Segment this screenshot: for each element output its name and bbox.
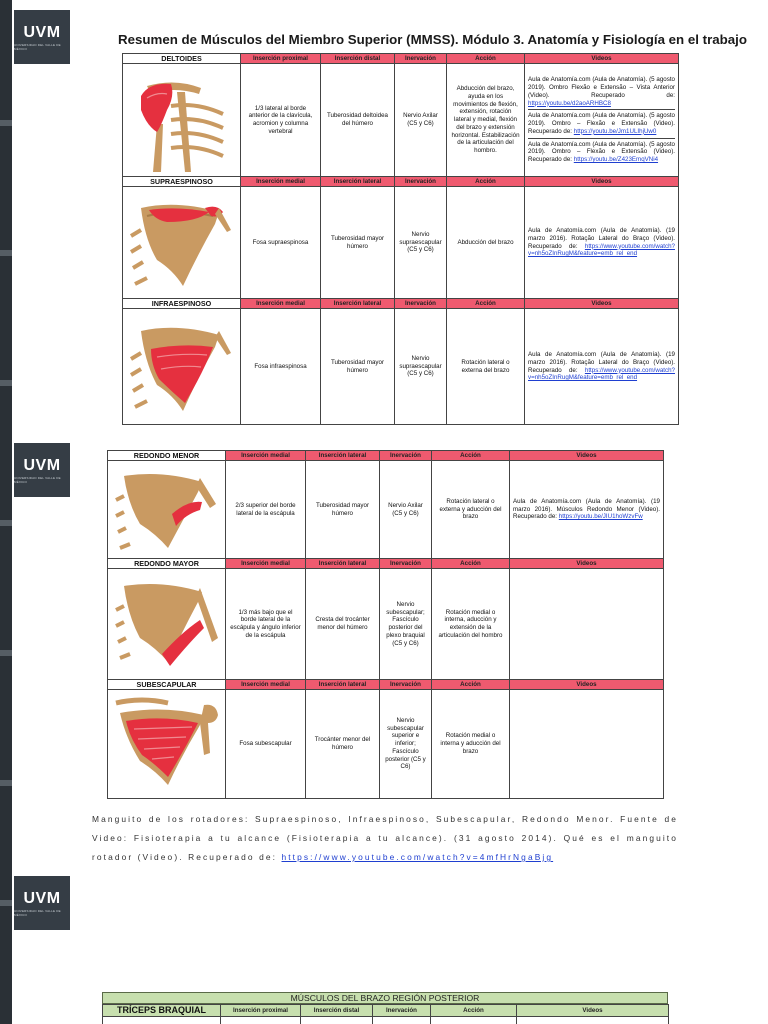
table-row (123, 309, 679, 425)
logo-text: UVM (23, 889, 61, 907)
cell-proximal: 1/3 lateral al borde anterior de la clavícula, acromion y columna vertebral (241, 64, 321, 177)
video-citation: Aula de Anatomía.com (Aula de Anatomía). (19 marzo 2016). Músculos Redondo Menor (Video). Recuperado de: (513, 497, 660, 521)
empty-cell (517, 1017, 669, 1024)
empty-cell (103, 1017, 221, 1024)
video-citation: Aula de Anatomía.com (Aula de Anatomía). (5 agosto 2019). Ombro – Flexão e Extensão (Video). Recuperado de: (528, 112, 675, 135)
page-title: Resumen de Músculos del Miembro Superior (MMSS). Módulo 3. Anatomía y Fisiología en el trabajo (118, 32, 747, 47)
video-link[interactable]: https://youtu.be/Z423EmqVNi4 (573, 156, 659, 163)
empty-cell (373, 1017, 431, 1024)
column-header: Inervación (395, 54, 447, 64)
table-header-row (108, 451, 664, 461)
table-row (108, 690, 664, 799)
column-header: Inervación (380, 451, 432, 461)
cell-videos (510, 690, 664, 799)
muscle-table-2 (107, 450, 664, 799)
uvm-logo (14, 10, 70, 64)
column-header: Inervación (373, 1005, 431, 1017)
video-link[interactable]: https://www.youtube.com/watch?v=nh5oZInRugM&feature=emb_rel_end (528, 242, 675, 258)
cell-medial: 1/3 más bajo que el borde lateral de la escápula y ángulo inferior de la escápula (226, 569, 306, 680)
infraspinatus-illustration (123, 309, 241, 425)
column-header: Videos (517, 1005, 669, 1017)
video-citation: Aula de Anatomía.com (Aula de Anatomía). (19 marzo 2016). Rotação Lateral do Braço (Video). Recuperado de: (528, 351, 675, 374)
column-header: Videos (510, 451, 664, 461)
video-link[interactable]: https://www.youtube.com/watch?v=nh5oZInRugM&feature=emb_rel_end (528, 366, 675, 382)
cell-lateral: Tuberosidad mayor húmero (321, 187, 395, 299)
cell-action: Rotación lateral o externa y aducción del brazo (432, 461, 510, 559)
table-header-row (123, 299, 679, 309)
column-header: Acción (432, 451, 510, 461)
logo-subtitle: UNIVERSIDAD DEL VALLE DE MÉXICO (14, 908, 61, 917)
cell-action: Rotación medial o interna, aducción y extensión de la articulación del hombro (432, 569, 510, 680)
video-link[interactable]: https://youtu.be/JIU1hoWzvFw (558, 513, 643, 521)
column-header: Acción (431, 1005, 517, 1017)
note-video-link[interactable]: https://www.youtube.com/watch?v=4mfHrNgaBjg (281, 852, 554, 862)
teres-minor-illustration (108, 461, 226, 559)
cell-action: Rotación medial o interna y aducción del brazo (432, 690, 510, 799)
cell-videos (525, 64, 679, 177)
cell-nerve: Nervio Axilar (C5 y C6) (395, 64, 447, 177)
muscle-name: INFRAESPINOSO (123, 299, 241, 309)
column-header: Videos (510, 559, 664, 569)
column-header: Inserción medial (226, 451, 306, 461)
table-row (103, 1017, 669, 1024)
video-link[interactable]: https://youtu.be/Jm1ULIhjUw0 (573, 127, 657, 135)
note-text: Manguito de los rotadores: Supraespinoso, Infraespinoso, Subescapular, Redondo Menor. Fuente de Video: Fisioterapia a tu alcance (Fisioterapia a tu alcance). (31 agosto 2014). Qué es el manguito rotador (Video). Recuperado de: (92, 814, 678, 862)
column-header: Inserción distal (321, 54, 395, 64)
table-header-row (103, 1005, 669, 1017)
muscle-table-3 (102, 1004, 669, 1024)
table-header-row (108, 680, 664, 690)
column-header: Inervación (380, 559, 432, 569)
column-header: Videos (525, 177, 679, 187)
section-band-title: MÚSCULOS DEL BRAZO REGIÓN POSTERIOR (102, 992, 668, 1004)
cell-action: Abducción del brazo (447, 187, 525, 299)
column-header: Acción (432, 559, 510, 569)
video-citation: Aula de Anatomía.com (Aula de Anatomía). (5 agosto 2019). Ombro – Flexão e Extensão (Video). Recuperado de: (528, 140, 675, 163)
cell-nerve: Nervio supraescapular (C5 y C6) (395, 309, 447, 425)
cell-action: Abducción del brazo, ayuda en los movimientos de flexión, extensión, rotación lateral y medial, flexión del brazo y extensión horizontal. Estabilización de la articulación del hombro. (447, 64, 525, 177)
left-decorative-band (0, 0, 12, 1024)
column-header: Videos (525, 299, 679, 309)
muscle-name: SUBESCAPULAR (108, 680, 226, 690)
cell-videos (525, 309, 679, 425)
column-header: Inserción distal (301, 1005, 373, 1017)
column-header: Videos (525, 54, 679, 64)
table-row (108, 461, 664, 559)
video-citation: Aula de Anatomía.com (Aula de Anatomía). (5 agosto 2019). Ombro Flexão e Extensão – Vista Anterior (Video). Recuperado de: (528, 76, 675, 99)
column-header: Inserción proximal (241, 54, 321, 64)
rotator-cuff-note (92, 810, 678, 867)
muscle-table-1 (122, 53, 679, 425)
column-header: Inserción lateral (306, 559, 380, 569)
column-header: Inserción lateral (306, 680, 380, 690)
subscapularis-illustration (108, 690, 226, 799)
cell-lateral: Cresta del trocánter menor del húmero (306, 569, 380, 680)
table-row (123, 187, 679, 299)
logo-subtitle: UNIVERSIDAD DEL VALLE DE MÉXICO (14, 475, 61, 484)
cell-nerve: Nervio subescapular superior e inferior; Fascículo posterior (C5 y C6) (380, 690, 432, 799)
cell-videos (510, 569, 664, 680)
table-header-row (108, 559, 664, 569)
column-header: Acción (432, 680, 510, 690)
logo-text: UVM (23, 23, 61, 41)
teres-major-illustration (108, 569, 226, 680)
column-header: Acción (447, 54, 525, 64)
muscle-name: DELTOIDES (123, 54, 241, 64)
video-reference (528, 138, 675, 166)
video-reference (528, 109, 675, 137)
column-header: Inserción proximal (221, 1005, 301, 1017)
column-header: Inervación (395, 299, 447, 309)
cell-nerve: Nervio Axilar (C5 y C6) (380, 461, 432, 559)
video-reference (528, 74, 675, 109)
empty-cell (431, 1017, 517, 1024)
table-header-row (123, 177, 679, 187)
cell-videos (510, 461, 664, 559)
empty-cell (221, 1017, 301, 1024)
column-header: Inserción medial (241, 299, 321, 309)
uvm-logo (14, 876, 70, 930)
cell-medial: Fosa subescapular (226, 690, 306, 799)
cell-distal: Tuberosidad deltoidea del húmero (321, 64, 395, 177)
cell-lateral: Trocánter menor del húmero (306, 690, 380, 799)
cell-action: Rotación lateral o externa del brazo (447, 309, 525, 425)
column-header: Acción (447, 177, 525, 187)
table-row (108, 569, 664, 680)
column-header: Inserción medial (241, 177, 321, 187)
column-header: Inserción medial (226, 559, 306, 569)
logo-text: UVM (23, 456, 61, 474)
table-row (123, 64, 679, 177)
table-header-row (123, 54, 679, 64)
muscle-name: TRÍCEPS BRAQUIAL (103, 1005, 221, 1017)
cell-lateral: Tuberosidad mayor húmero (306, 461, 380, 559)
muscle-name: REDONDO MAYOR (108, 559, 226, 569)
video-link[interactable]: https://youtu.be/d2aoARHBC8 (528, 99, 611, 107)
column-header: Inervación (395, 177, 447, 187)
cell-medial: 2/3 superior del borde lateral de la escápula (226, 461, 306, 559)
cell-videos (525, 187, 679, 299)
supraspinatus-illustration (123, 187, 241, 299)
cell-nerve: Nervio supraescapular (C5 y C6) (395, 187, 447, 299)
cell-nerve: Nervio subescapular; Fascículo posterior del plexo braquial (C5 y C6) (380, 569, 432, 680)
column-header: Inervación (380, 680, 432, 690)
cell-medial: Fosa supraespinosa (241, 187, 321, 299)
uvm-logo (14, 443, 70, 497)
column-header: Inserción medial (226, 680, 306, 690)
logo-subtitle: UNIVERSIDAD DEL VALLE DE MÉXICO (14, 42, 61, 51)
column-header: Inserción lateral (321, 177, 395, 187)
muscle-name: SUPRAESPINOSO (123, 177, 241, 187)
column-header: Inserción lateral (306, 451, 380, 461)
column-header: Videos (510, 680, 664, 690)
video-citation: Aula de Anatomía.com (Aula de Anatomía). (19 marzo 2016). Rotação Lateral do Braço (Video). Recuperado de: (528, 227, 675, 250)
deltoid-illustration (123, 64, 241, 177)
column-header: Acción (447, 299, 525, 309)
muscle-name: REDONDO MENOR (108, 451, 226, 461)
column-header: Inserción lateral (321, 299, 395, 309)
cell-lateral: Tuberosidad mayor húmero (321, 309, 395, 425)
empty-cell (301, 1017, 373, 1024)
cell-medial: Fosa infraespinosa (241, 309, 321, 425)
